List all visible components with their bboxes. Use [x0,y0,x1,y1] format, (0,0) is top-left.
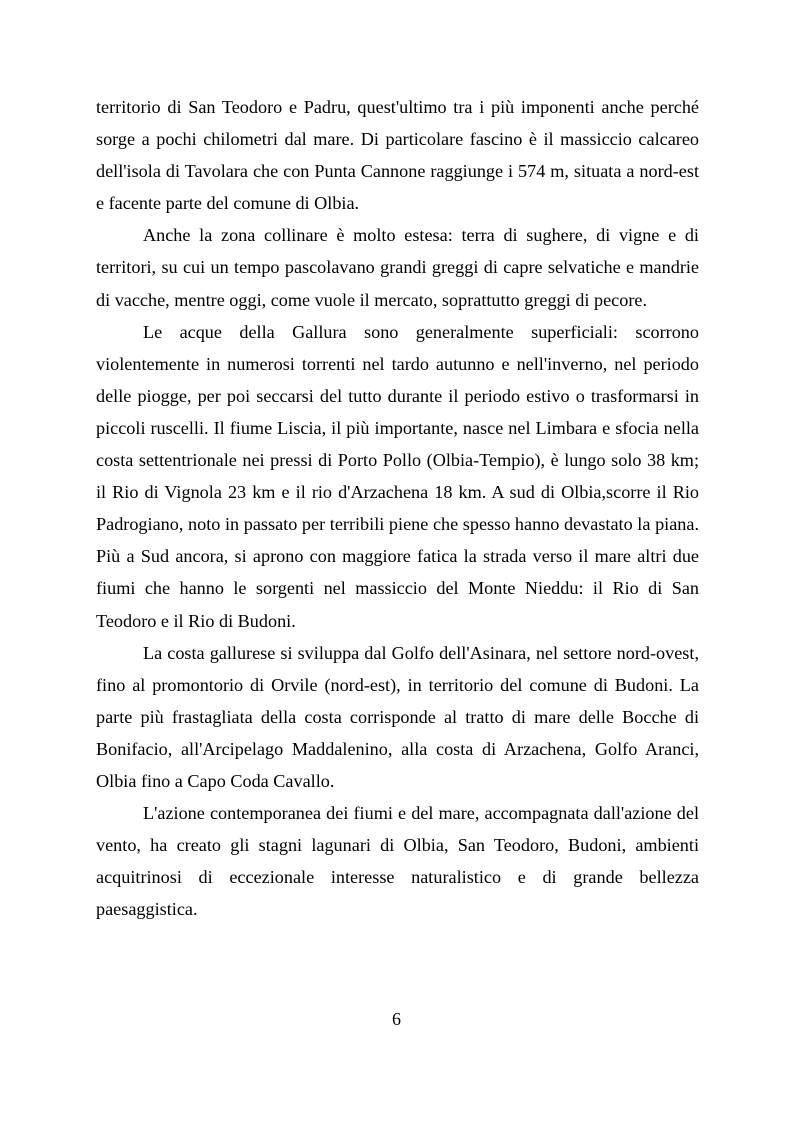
paragraph-waters: Le acque della Gallura sono generalmente superficiali: scorrono violentemente in numerosi torrenti nel tardo autunno e nell'inverno, nel periodo delle piogge, per poi seccarsi del tutto durante il periodo estivo o trasformarsi in piccoli ruscelli. Il fiume Liscia, il più importante, nasce nel Limbara e sfocia nella costa settentrionale nei pressi di Porto Pollo (Olbia-Tempio), è lungo solo 38 km; il Rio di Vignola 23 km e il rio d'Arzachena 18 km. A sud di Olbia,scorre il Rio Padrogiano, noto in passato per terribili piene che spesso hanno devastato la piana. Più a Sud ancora, si aprono con maggiore fatica la strada verso il mare altri due fiumi che hanno le sorgenti nel massiccio del Monte Nieddu: il Rio di San Teodoro e il Rio di Budoni. [96,321,699,631]
paragraph-continuation: territorio di San Teodoro e Padru, quest'ultimo tra i più imponenti anche perché sorge a pochi chilometri dal mare. Di particolare fascino è il massiccio calcareo dell'isola di Tavolara che con Punta Cannone raggiunge i 574 m, situata a nord-est e facente parte del comune di Olbia. [96,97,699,214]
page-number: 6 [392,1009,401,1029]
paragraph-hills: Anche la zona collinare è molto estesa: terra di sughere, di vigne e di territori, su cui un tempo pascolavano grandi greggi di capre selvatiche e mandrie di vacche, mentre oggi, come vuole il mercato, soprattutto greggi di pecore. [96,225,699,310]
paragraph-lagoons: L'azione contemporanea dei fiumi e del mare, accompagnata dall'azione del vento, ha creato gli stagni lagunari di Olbia, San Teodoro, Budoni, ambienti acquitrinosi di eccezionale interesse naturalistico e di grande bellezza paesaggistica. [96,803,699,920]
body-text [96,91,699,925]
paragraph-coast: La costa gallurese si sviluppa dal Golfo dell'Asinara, nel settore nord-ovest, fino al promontorio di Orvile (nord-est), in territorio del comune di Budoni. La parte più frastagliata della costa corrisponde al tratto di mare delle Bocche di Bonifacio, all'Arcipelago Maddalenino, alla costa di Arzachena, Golfo Aranci, Olbia fino a Capo Coda Cavallo. [96,642,699,791]
